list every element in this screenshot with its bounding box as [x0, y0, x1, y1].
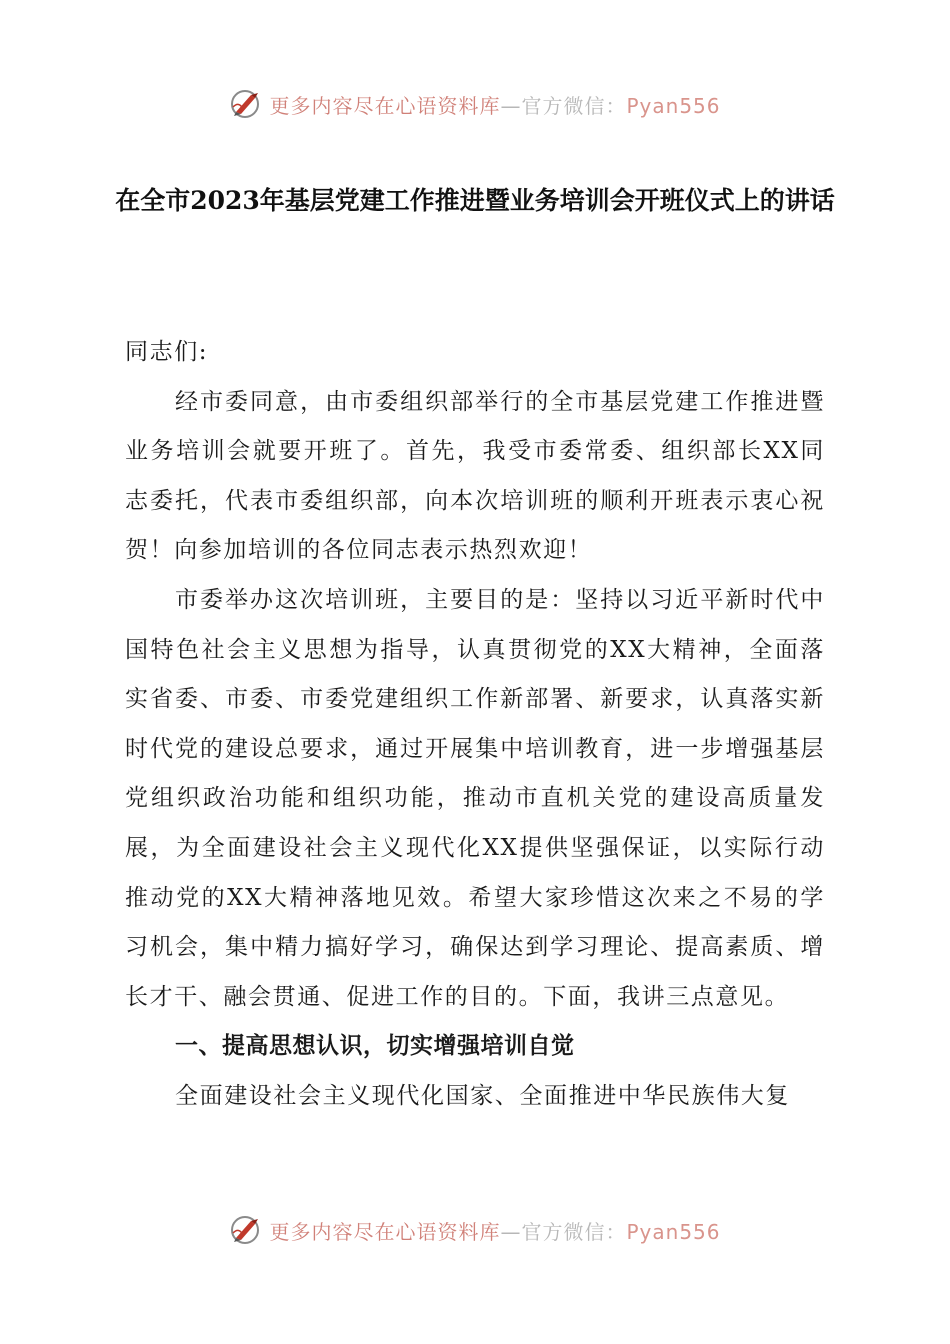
watermark-text: 更多内容尽在心语资料库—官方微信：Pyan556 — [269, 1219, 721, 1244]
paragraph-1: 经市委同意，由市委组织部举行的全市基层党建工作推进暨业务培训会就要开班了。首先，我受市委常委、组织部长XX同志委托，代表市委组织部，向本次培训班的顺利开班表示衷心祝贺！向参加培训的各位同志表示热烈欢迎！ — [125, 388, 825, 564]
footer-watermark — [0, 1210, 950, 1250]
salutation: 同志们: — [125, 339, 209, 365]
section-heading: 一、提高思想认识，切实增强培训自觉 — [175, 1033, 575, 1060]
header-watermark — [0, 84, 950, 124]
pen-logo-icon — [229, 1213, 263, 1247]
pen-logo-icon — [229, 87, 263, 121]
section-paragraph: 全面建设社会主义现代化国家、全面推进中华民族伟大复 — [175, 1082, 790, 1109]
document-title: 在全市2023年基层党建工作推进暨业务培训会开班仪式上的讲话 — [115, 186, 835, 215]
paragraph-2: 市委举办这次培训班，主要目的是：坚持以习近平新时代中国特色社会主义思想为指导，认真贯彻党的XX大精神，全面落实省委、市委、市委党建组织工作新部署、新要求，认真落实新时代党的建设总要求，通过开展集中培训教育，进一步增强基层党组织政治功能和组织功能，推动市直机关党的建设高质量发展，为全面建设社会主义现代化XX提供坚强保证，以实际行动推动党的XX大精神落地见效。希望大家珍惜这次来之不易的学习机会，集中精力搞好学习，确保达到学习理论、提高素质、增长才干、融会贯通、促进工作的目的。下面，我讲三点意见。 — [125, 586, 825, 1010]
document-body — [125, 328, 825, 1122]
watermark-text: 更多内容尽在心语资料库—官方微信：Pyan556 — [269, 93, 721, 118]
